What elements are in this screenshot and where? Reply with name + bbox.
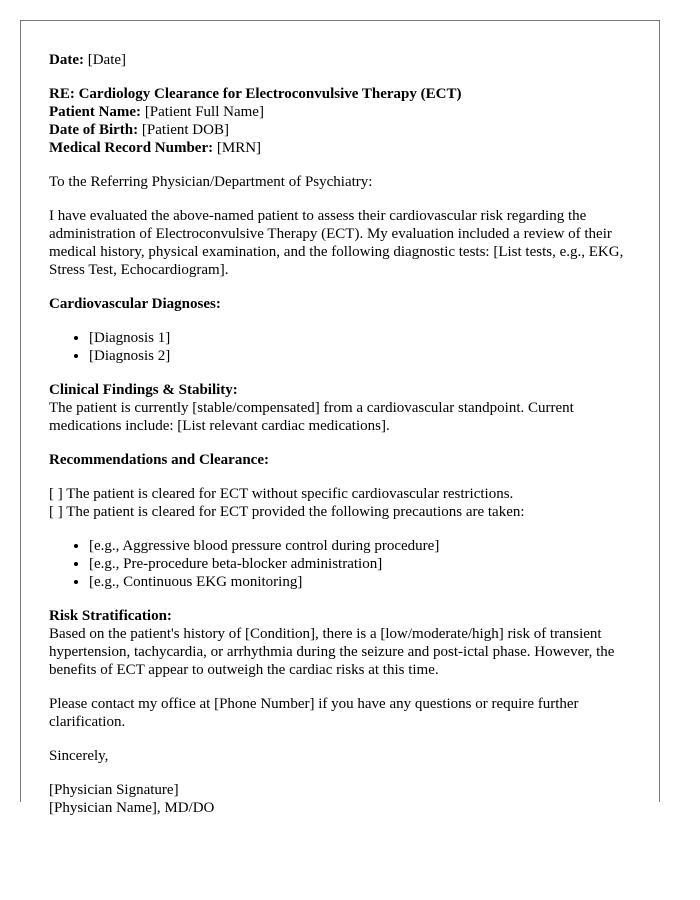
clearance-option-unrestricted: [ ] The patient is cleared for ECT without specific cardiovascular restrictions. — [49, 486, 514, 502]
patient-name-value: [Patient Full Name] — [144, 104, 264, 120]
patient-name-line — [49, 103, 631, 121]
dob-label: Date of Birth: — [49, 122, 139, 138]
salutation: To the Referring Physician/Department of Psychiatry: — [49, 174, 373, 190]
patient-name-label: Patient Name: — [49, 104, 142, 120]
date-label: Date: — [49, 52, 84, 68]
mrn-value: [MRN] — [216, 140, 262, 156]
list-item: • [Diagnosis 2] — [89, 347, 631, 365]
letter-content — [21, 21, 659, 817]
re-line: RE: Cardiology Clearance for Electroconvulsive Therapy (ECT) — [49, 86, 462, 102]
date-line — [49, 51, 631, 69]
precautions-list — [49, 537, 631, 591]
intro-paragraph: I have evaluated the above-named patient to assess their cardiovascular risk regarding the administration of Electroconvulsive Therapy (ECT). My evaluation included a review of their medical history, physical examination, and the following diagnostic tests: [List tests, e.g., EKG, Stress Test, Echocardiogram]. — [49, 208, 624, 278]
diagnoses-heading: Cardiovascular Diagnoses: — [49, 296, 221, 312]
patient-info — [49, 85, 631, 157]
recommendations-heading: Recommendations and Clearance: — [49, 452, 269, 468]
letter-page — [20, 20, 660, 816]
physician-signature: [Physician Signature] — [49, 782, 179, 798]
physician-name: [Physician Name], MD/DO — [49, 800, 215, 816]
findings-text: The patient is currently [stable/compensated] from a cardiovascular standpoint. Current medications include: [List relevant cardiac medications]. — [49, 400, 574, 434]
mrn-label: Medical Record Number: — [49, 140, 214, 156]
date-value: [Date] — [87, 52, 127, 68]
list-item: • [e.g., Aggressive blood pressure control during procedure] — [89, 537, 631, 555]
list-item: • [e.g., Pre-procedure beta-blocker administration] — [89, 555, 631, 573]
risk-text: Based on the patient's history of [Condition], there is a [low/moderate/high] risk of transient hypertension, tachycardia, or arrhythmia during the seizure and post-ictal phase. However, the benefits of ECT appear to outweigh the cardiac risks at this time. — [49, 626, 615, 678]
clearance-options — [49, 485, 631, 521]
closing: Sincerely, — [49, 748, 109, 764]
risk-section — [49, 607, 631, 679]
list-item: • [e.g., Continuous EKG monitoring] — [89, 573, 631, 591]
findings-section — [49, 381, 631, 435]
findings-heading: Clinical Findings & Stability: — [49, 382, 238, 398]
signature-block — [49, 781, 631, 817]
dob-value: [Patient DOB] — [141, 122, 229, 138]
risk-heading: Risk Stratification: — [49, 608, 172, 624]
contact-paragraph: Please contact my office at [Phone Number] if you have any questions or require further clarification. — [49, 696, 579, 730]
list-item: • [Diagnosis 1] — [89, 329, 631, 347]
clearance-option-with-precautions: [ ] The patient is cleared for ECT provided the following precautions are taken: — [49, 504, 525, 520]
mrn-line — [49, 139, 631, 157]
diagnoses-list — [49, 329, 631, 365]
dob-line — [49, 121, 631, 139]
